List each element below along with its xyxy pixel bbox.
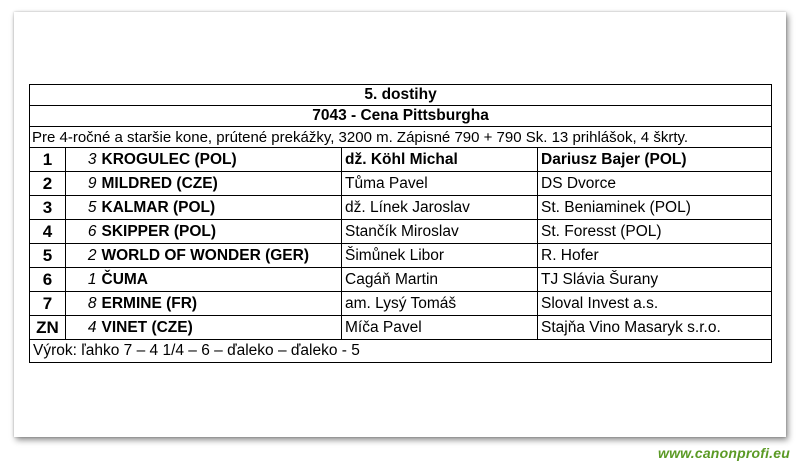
result-row — [30, 244, 772, 268]
place-cell: 1 — [30, 148, 66, 172]
start-number-cell: 6 — [66, 220, 99, 244]
place-cell: 4 — [30, 220, 66, 244]
place-cell: 5 — [30, 244, 66, 268]
horse-name-cell: KROGULEC (POL) — [99, 148, 342, 172]
jockey-cell: Cagáň Martin — [342, 268, 538, 292]
jockey-cell: Tůma Pavel — [342, 172, 538, 196]
horse-name-cell: KALMAR (POL) — [99, 196, 342, 220]
start-number-cell: 8 — [66, 292, 99, 316]
horse-name-cell: MILDRED (CZE) — [99, 172, 342, 196]
place-cell: 3 — [30, 196, 66, 220]
owner-cell: TJ Slávia Šurany — [538, 268, 772, 292]
result-row — [30, 148, 772, 172]
owner-cell: Dariusz Bajer (POL) — [538, 148, 772, 172]
owner-cell: St. Beniaminek (POL) — [538, 196, 772, 220]
jockey-cell: Šimůnek Libor — [342, 244, 538, 268]
place-cell: 7 — [30, 292, 66, 316]
start-number-cell: 5 — [66, 196, 99, 220]
result-row — [30, 268, 772, 292]
start-number-cell: 3 — [66, 148, 99, 172]
jockey-cell: am. Lysý Tomáš — [342, 292, 538, 316]
start-number-cell: 1 — [66, 268, 99, 292]
jockey-cell: dž. Línek Jaroslav — [342, 196, 538, 220]
owner-cell: Stajňa Vino Masaryk s.r.o. — [538, 316, 772, 340]
jockey-cell: Míča Pavel — [342, 316, 538, 340]
owner-cell: St. Foresst (POL) — [538, 220, 772, 244]
watermark: www.canonprofi.eu — [658, 445, 790, 461]
result-row — [30, 196, 772, 220]
race-title: 5. dostihy — [30, 85, 772, 106]
race-verdict: Výrok: ľahko 7 – 4 1/4 – 6 – ďaleko – ďaleko - 5 — [30, 340, 772, 363]
race-conditions: Pre 4-ročné a staršie kone, prútené prekážky, 3200 m. Zápisné 790 + 790 Sk. 13 prihlášok, 4 škrty. — [30, 127, 772, 148]
race-results-table — [29, 84, 772, 363]
horse-name-cell: ČUMA — [99, 268, 342, 292]
horse-name-cell: WORLD OF WONDER (GER) — [99, 244, 342, 268]
owner-cell: DS Dvorce — [538, 172, 772, 196]
jockey-cell: dž. Köhl Michal — [342, 148, 538, 172]
horse-name-cell: ERMINE (FR) — [99, 292, 342, 316]
owner-cell: R. Hofer — [538, 244, 772, 268]
start-number-cell: 2 — [66, 244, 99, 268]
result-row — [30, 220, 772, 244]
jockey-cell: Stančík Miroslav — [342, 220, 538, 244]
result-row — [30, 316, 772, 340]
start-number-cell: 9 — [66, 172, 99, 196]
horse-name-cell: SKIPPER (POL) — [99, 220, 342, 244]
result-row — [30, 292, 772, 316]
place-cell: 6 — [30, 268, 66, 292]
horse-name-cell: VINET (CZE) — [99, 316, 342, 340]
owner-cell: Sloval Invest a.s. — [538, 292, 772, 316]
start-number-cell: 4 — [66, 316, 99, 340]
result-row — [30, 172, 772, 196]
place-cell: ZN — [30, 316, 66, 340]
race-name: 7043 - Cena Pittsburgha — [30, 106, 772, 127]
place-cell: 2 — [30, 172, 66, 196]
